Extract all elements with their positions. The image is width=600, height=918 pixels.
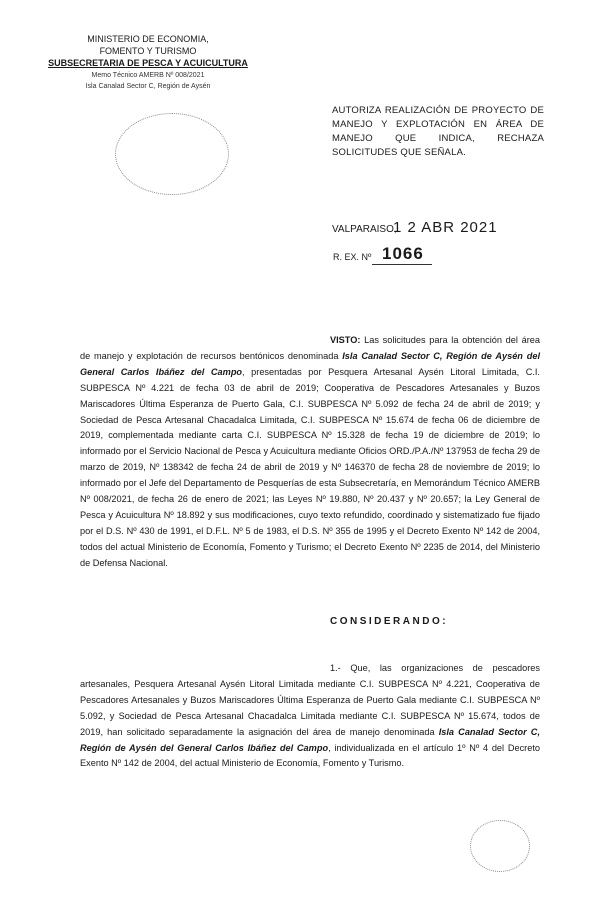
official-seal — [115, 113, 229, 195]
rex-number: 1066 — [372, 244, 432, 265]
visto-paragraph — [80, 333, 540, 572]
rex-label: R. EX. Nº — [333, 252, 372, 262]
visto-label: VISTO: — [330, 335, 361, 345]
c1-area-name: Isla Canalad Sector C, Región de Aysén del General Carlos Ibáñez del Campo — [80, 726, 540, 753]
memo-reference: Memo Técnico AMERB Nº 008/2021 — [91, 72, 205, 79]
subsecretaria-heading: SUBSECRETARIA DE PESCA Y ACUICULTURA — [48, 58, 248, 68]
ministry-line-2: FOMENTO Y TURISMO — [99, 46, 197, 56]
considerando-heading: CONSIDERANDO: — [330, 616, 449, 627]
c1-text-1: 1.- Que, las organizaciones de pescadores artesanales, Pesquera Artesanal Aysén Litoral Limitada mediante C.I. SUBPESCA Nº 4.221, Cooperativa de Pescadores Artesanales y Buzos Mariscadores Última Esperanza de Puerto Gala mediante C.I. SUBPESCA Nº 5.092, y Sociedad de Pesca Artesanal Chacadalca Limitada mediante C.I. SUBPESCA Nº 15.674, todos de 2019, han solicitado separadamente la asignación del área de manejo denominada — [80, 663, 540, 737]
resolution-title: AUTORIZA REALIZACIÓN DE PROYECTO DE MANEJO Y EXPLOTACIÓN EN ÁREA DE MANEJO QUE INDICA, RECHAZA SOLICITUDES QUE SEÑALA. — [332, 105, 544, 158]
page-seal — [470, 820, 530, 872]
place-label: VALPARAISO, — [332, 224, 397, 235]
c1-text-2: , individualizada en el artículo 1º Nº 4 del Decreto Exento Nº 142 de 2004, del actual Ministerio de Economía, Fomento y Turismo. — [80, 742, 540, 769]
resolution-date: 1 2 ABR 2021 — [393, 219, 498, 236]
ministry-line-1: MINISTERIO DE ECONOMIA, — [87, 34, 209, 44]
visto-text-1: Las solicitudes para la obtención del área de manejo y explotación de recursos bentónicos denominada — [80, 335, 540, 361]
area-reference: Isla Canalad Sector C, Región de Aysén — [85, 83, 211, 90]
visto-area-name: Isla Canalad Sector C, Región de Aysén del General Carlos Ibáñez del Campo — [80, 350, 540, 377]
considerando-1-paragraph — [80, 661, 540, 772]
page-edge-stamp — [8, 40, 22, 120]
visto-text-2: , presentadas por Pesquera Artesanal Aysén Litoral Limitada, C.I. SUBPESCA Nº 4.221 de fecha 03 de abril de 2019; Cooperativa de Pescadores Artesanales y Buzos Mariscadores Última Esperanza de Puerto Gala, C.I. SUBPESCA Nº 5.092 de fecha 24 de abril de 2019; y Sociedad de Pesca Artesanal Chacadalca Limitada, C.I. SUBPESCA Nº 15.674 de fecha 06 de diciembre de 2019, complementada mediante carta C.I. SUBPESCA Nº 15.328 de fecha 19 de diciembre de 2019; lo informado por el Servicio Nacional de Pesca y Acuicultura mediante Oficios ORD./P.A./Nº 137953 de fecha 29 de marzo de 2019, Nº 138342 de fecha 24 de abril de 2019 y Nº 146370 de fecha 28 de noviembre de 2019; lo informado por el Jefe del Departamento de Pesquerías de esta Subsecretaría, en Memorándum Técnico AMERB Nº 008/2021, de fecha 26 de enero de 2021; las Leyes Nº 19.880, Nº 20.437 y Nº 20.657; la Ley General de Pesca y Acuicultura Nº 18.892 y sus modificaciones, cuyo texto refundido, coordinado y sistematizado fue fijado por el D.S. Nº 430 de 1991, el D.F.L. Nº 5 de 1983, el D.S. Nº 355 de 1995 y el Decreto Exento Nº 142 de 2004, todos del actual Ministerio de Economía, Fomento y Turismo; el Decreto Exento Nº 2235 de 2014, del Ministerio de Defensa Nacional. — [80, 366, 540, 568]
